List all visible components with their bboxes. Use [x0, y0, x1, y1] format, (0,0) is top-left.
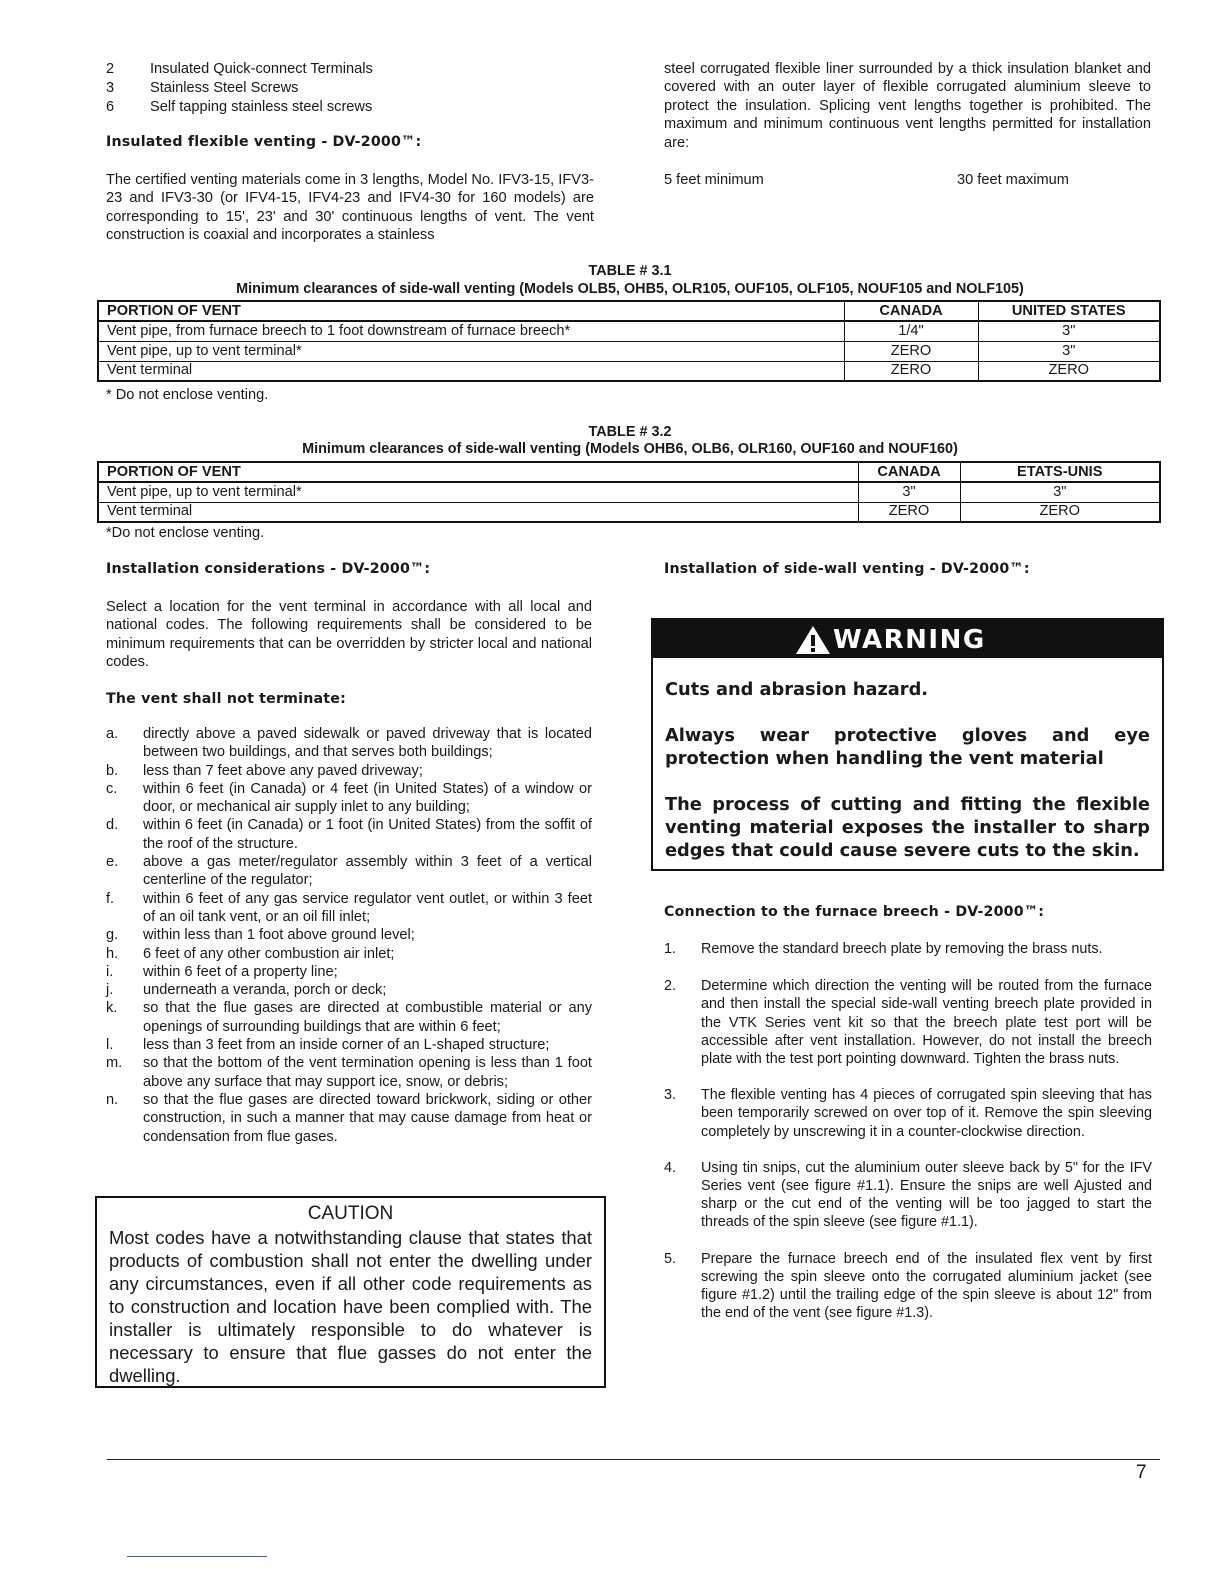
list-item-text: within 6 feet of a property line;: [143, 963, 338, 980]
table-row: [98, 341, 1160, 361]
bottom-divider: [127, 1556, 267, 1557]
table-row: [98, 482, 1160, 502]
part-qty: 6: [106, 99, 115, 115]
insulated-venting-heading: Insulated flexible venting - DV-2000™:: [106, 134, 422, 150]
table-header-cell: UNITED STATES: [978, 301, 1160, 321]
table-cell: 3": [978, 321, 1160, 341]
step-number: 4.: [664, 1159, 677, 1176]
list-item-text: within less than 1 foot above ground level;: [143, 927, 415, 944]
table-cell: 1/4": [844, 321, 978, 341]
list-item-text: above a gas meter/regulator assembly within 3 feet of a vertical centerline of the regulator;: [143, 854, 592, 889]
table-row: [98, 321, 1160, 341]
list-item-text: 6 feet of any other combustion air inlet;: [143, 945, 395, 962]
table-cell: 3": [858, 482, 960, 502]
warning-instruction: Always wear protective gloves and eye protection when handling the vent material: [665, 725, 1150, 769]
parts-list-item: [106, 79, 606, 98]
table-3-2: [97, 461, 1161, 523]
list-item: [664, 940, 1152, 958]
list-item-text: so that the flue gases are directed at combustible material or any openings of surrounding buildings that are within 6 feet;: [143, 1000, 592, 1035]
part-desc: Stainless Steel Screws: [150, 80, 299, 96]
list-item: [106, 926, 592, 944]
list-marker: g.: [106, 927, 119, 944]
table-header-row: [98, 462, 1160, 482]
list-item: [106, 999, 592, 1036]
list-item: [106, 816, 592, 853]
warning-banner: [653, 620, 1162, 658]
warning-detail: The process of cutting and fitting the flexible venting material exposes the installer to sharp edges that could cause severe cuts to the skin.: [665, 794, 1150, 861]
table-row: [98, 502, 1160, 522]
list-marker: m.: [106, 1055, 123, 1072]
installation-considerations-body: Select a location for the vent terminal in accordance with all local and national codes. The following requirements shall be considered to be minimum requirements that can be overridden by stricter local and national codes.: [106, 599, 592, 671]
part-qty: 3: [106, 80, 115, 96]
breech-connection-steps: [664, 940, 1152, 1322]
table-header-cell: CANADA: [844, 301, 978, 321]
part-desc: Self tapping stainless steel screws: [150, 99, 373, 115]
list-item: [106, 981, 592, 999]
table-cell: ZERO: [960, 502, 1160, 522]
list-marker: i.: [106, 963, 114, 980]
sidewall-installation-heading: Installation of side-wall venting - DV-2000™:: [664, 561, 1030, 577]
warning-triangle-icon: [795, 625, 831, 655]
step-number: 5.: [664, 1250, 677, 1267]
list-item: [664, 1159, 1152, 1232]
table-cell: Vent pipe, up to vent terminal*: [98, 482, 858, 502]
parts-list-item: [106, 98, 606, 117]
list-marker: l.: [106, 1037, 114, 1054]
step-text: Prepare the furnace breech end of the insulated flex vent by first screwing the spin sleeve onto the corrugated aluminium jacket (see figure #1.2) until the trailing edge of the spin sleeve is about 12" from the end of the vent (see figure #1.3).: [701, 1250, 1152, 1322]
warning-box: [651, 618, 1164, 871]
table-cell: Vent terminal: [98, 502, 858, 522]
table-cell: ZERO: [978, 361, 1160, 381]
table-cell: ZERO: [844, 341, 978, 361]
table-3-1-title: Minimum clearances of side-wall venting (Models OLB5, OHB5, OLR105, OUF105, OLF105, NOUF105 and NOLF105): [236, 281, 1024, 297]
list-item: [106, 1036, 592, 1054]
vent-max-length: 30 feet maximum: [957, 172, 1069, 188]
parts-list-item: [106, 60, 606, 79]
caution-text: Most codes have a notwithstanding clause that states that products of combustion shall not enter the dwelling under any circumstances, even if all other code requirements as to construction and location have been complied with. The installer is ultimately responsible to do whatever is necessary to ensure that flue gasses do not enter the dwelling.: [109, 1227, 592, 1386]
list-item: [106, 945, 592, 963]
page-number: 7: [1136, 1462, 1147, 1483]
table-cell: Vent pipe, from furnace breech to 1 foot downstream of furnace breech*: [98, 321, 844, 341]
table-header-cell: PORTION OF VENT: [98, 301, 844, 321]
list-item: [106, 1091, 592, 1146]
part-qty: 2: [106, 61, 115, 77]
parts-list: [106, 60, 606, 117]
table-row: [98, 361, 1160, 381]
caution-title: CAUTION: [307, 1203, 394, 1224]
table-header-cell: CANADA: [858, 462, 960, 482]
list-item-text: underneath a veranda, porch or deck;: [143, 982, 387, 999]
list-item: [106, 762, 592, 780]
step-text: Determine which direction the venting will be routed from the furnace and then install the special side-wall venting breech plate provided in the VTK Series vent kit so that the breech plate test port will be accessible after vent installation. However, do not install the breech plate with the test port pointing downward. Tighten the brass nuts.: [701, 978, 1152, 1068]
list-marker: k.: [106, 1000, 118, 1017]
list-item-text: so that the bottom of the vent termination opening is less than 1 foot above any surface that may support ice, snow, or debris;: [143, 1055, 592, 1090]
list-marker: e.: [106, 854, 119, 871]
list-item: [106, 780, 592, 817]
list-item: [106, 853, 592, 890]
table-header-cell: PORTION OF VENT: [98, 462, 858, 482]
termination-conditions-list: [106, 725, 592, 1146]
list-marker: n.: [106, 1091, 119, 1108]
table-cell: Vent pipe, up to vent terminal*: [98, 341, 844, 361]
table-cell: 3": [960, 482, 1160, 502]
list-item: [106, 890, 592, 927]
list-item-text: less than 7 feet above any paved driveway;: [143, 762, 423, 779]
table-3-1: [97, 300, 1161, 382]
table-3-2-label: TABLE # 3.2: [588, 424, 672, 440]
step-text: The flexible venting has 4 pieces of corrugated spin sleeving that has been temporarily screwed on over top of it. Remove the spin sleeving completely by unscrewing it in a counter-clockwise direction.: [701, 1087, 1152, 1140]
insulated-venting-body-cont: steel corrugated flexible liner surrounded by a thick insulation blanket and covered with an outer layer of flexible corrugated aluminium sleeve to protect the insulation. Splicing vent lengths together is prohibited. The maximum and minimum continuous vent lengths permitted for installation are:: [664, 61, 1151, 151]
step-text: Using tin snips, cut the aluminium outer sleeve back by 5" for the IFV Series vent (see figure #1.1). Ensure the snips are well Ajusted and sharp or the cut end of the venting will be too jagged to start the threads of the spin sleeve (see figure #1.1).: [701, 1159, 1152, 1231]
step-number: 1.: [664, 941, 677, 957]
warning-content: [653, 658, 1162, 862]
list-marker: d.: [106, 817, 119, 834]
list-item: [106, 963, 592, 981]
table-3-2-note: *Do not enclose venting.: [106, 525, 265, 541]
table-cell: ZERO: [858, 502, 960, 522]
list-marker: j.: [106, 982, 114, 999]
vent-min-length: 5 feet minimum: [664, 172, 764, 188]
table-cell: ZERO: [844, 361, 978, 381]
table-cell: 3": [978, 341, 1160, 361]
list-item-text: within 6 feet (in Canada) or 4 feet (in United States) of a window or door, or mechanical air supply inlet to any building;: [143, 780, 592, 816]
list-item-text: directly above a paved sidewalk or paved driveway that is located between two buildings, and that serves both buildings;: [143, 726, 592, 761]
insulated-venting-body: The certified venting materials come in 3 lengths, Model No. IFV3-15, IFV3-23 and IFV3-30 (or IFV4-15, IFV4-23 and IFV4-30 for 160 models) are corresponding to 15', 23' and 30' continuous lengths of vent. The vent construction is coaxial and incorporates a stainless: [106, 172, 594, 244]
list-marker: h.: [106, 945, 119, 962]
part-desc: Insulated Quick-connect Terminals: [150, 61, 373, 77]
table-header-cell: ETATS-UNIS: [960, 462, 1160, 482]
breech-connection-heading: Connection to the furnace breech - DV-2000™:: [664, 904, 1045, 920]
list-item-text: less than 3 feet from an inside corner of an L-shaped structure;: [143, 1037, 550, 1054]
list-marker: c.: [106, 780, 118, 797]
caution-box: [95, 1196, 606, 1388]
vent-not-terminate-heading: The vent shall not terminate:: [106, 691, 346, 707]
list-item: [664, 1086, 1152, 1141]
list-item-text: within 6 feet (in Canada) or 1 foot (in United States) from the soffit of the roof of the structure.: [143, 817, 592, 852]
warning-hazard: Cuts and abrasion hazard.: [665, 679, 929, 700]
installation-considerations-heading: Installation considerations - DV-2000™:: [106, 561, 431, 577]
list-item: [106, 1054, 592, 1091]
list-item: [664, 977, 1152, 1068]
list-marker: a.: [106, 726, 119, 742]
list-marker: b.: [106, 762, 119, 779]
footer-divider: [107, 1459, 1160, 1460]
list-item-text: so that the flue gases are directed toward brickwork, siding or other construction, in such a manner that may cause damage from heat or condensation from flue gases.: [143, 1091, 592, 1145]
list-item-text: within 6 feet of any gas service regulator vent outlet, or within 3 feet of an oil tank vent, or an oil fill inlet;: [143, 890, 592, 925]
list-item: [106, 725, 592, 762]
table-3-2-title: Minimum clearances of side-wall venting (Models OHB6, OLB6, OLR160, OUF160 and NOUF160): [302, 441, 958, 457]
step-text: Remove the standard breech plate by removing the brass nuts.: [701, 941, 1103, 957]
list-marker: f.: [106, 890, 115, 907]
table-3-1-label: TABLE # 3.1: [588, 263, 672, 279]
warning-label: WARNING: [833, 625, 986, 655]
list-item: [664, 1250, 1152, 1323]
step-number: 3.: [664, 1087, 677, 1104]
table-cell: Vent terminal: [98, 361, 844, 381]
step-number: 2.: [664, 978, 677, 995]
table-header-row: [98, 301, 1160, 321]
table-3-1-note: * Do not enclose venting.: [106, 387, 269, 403]
